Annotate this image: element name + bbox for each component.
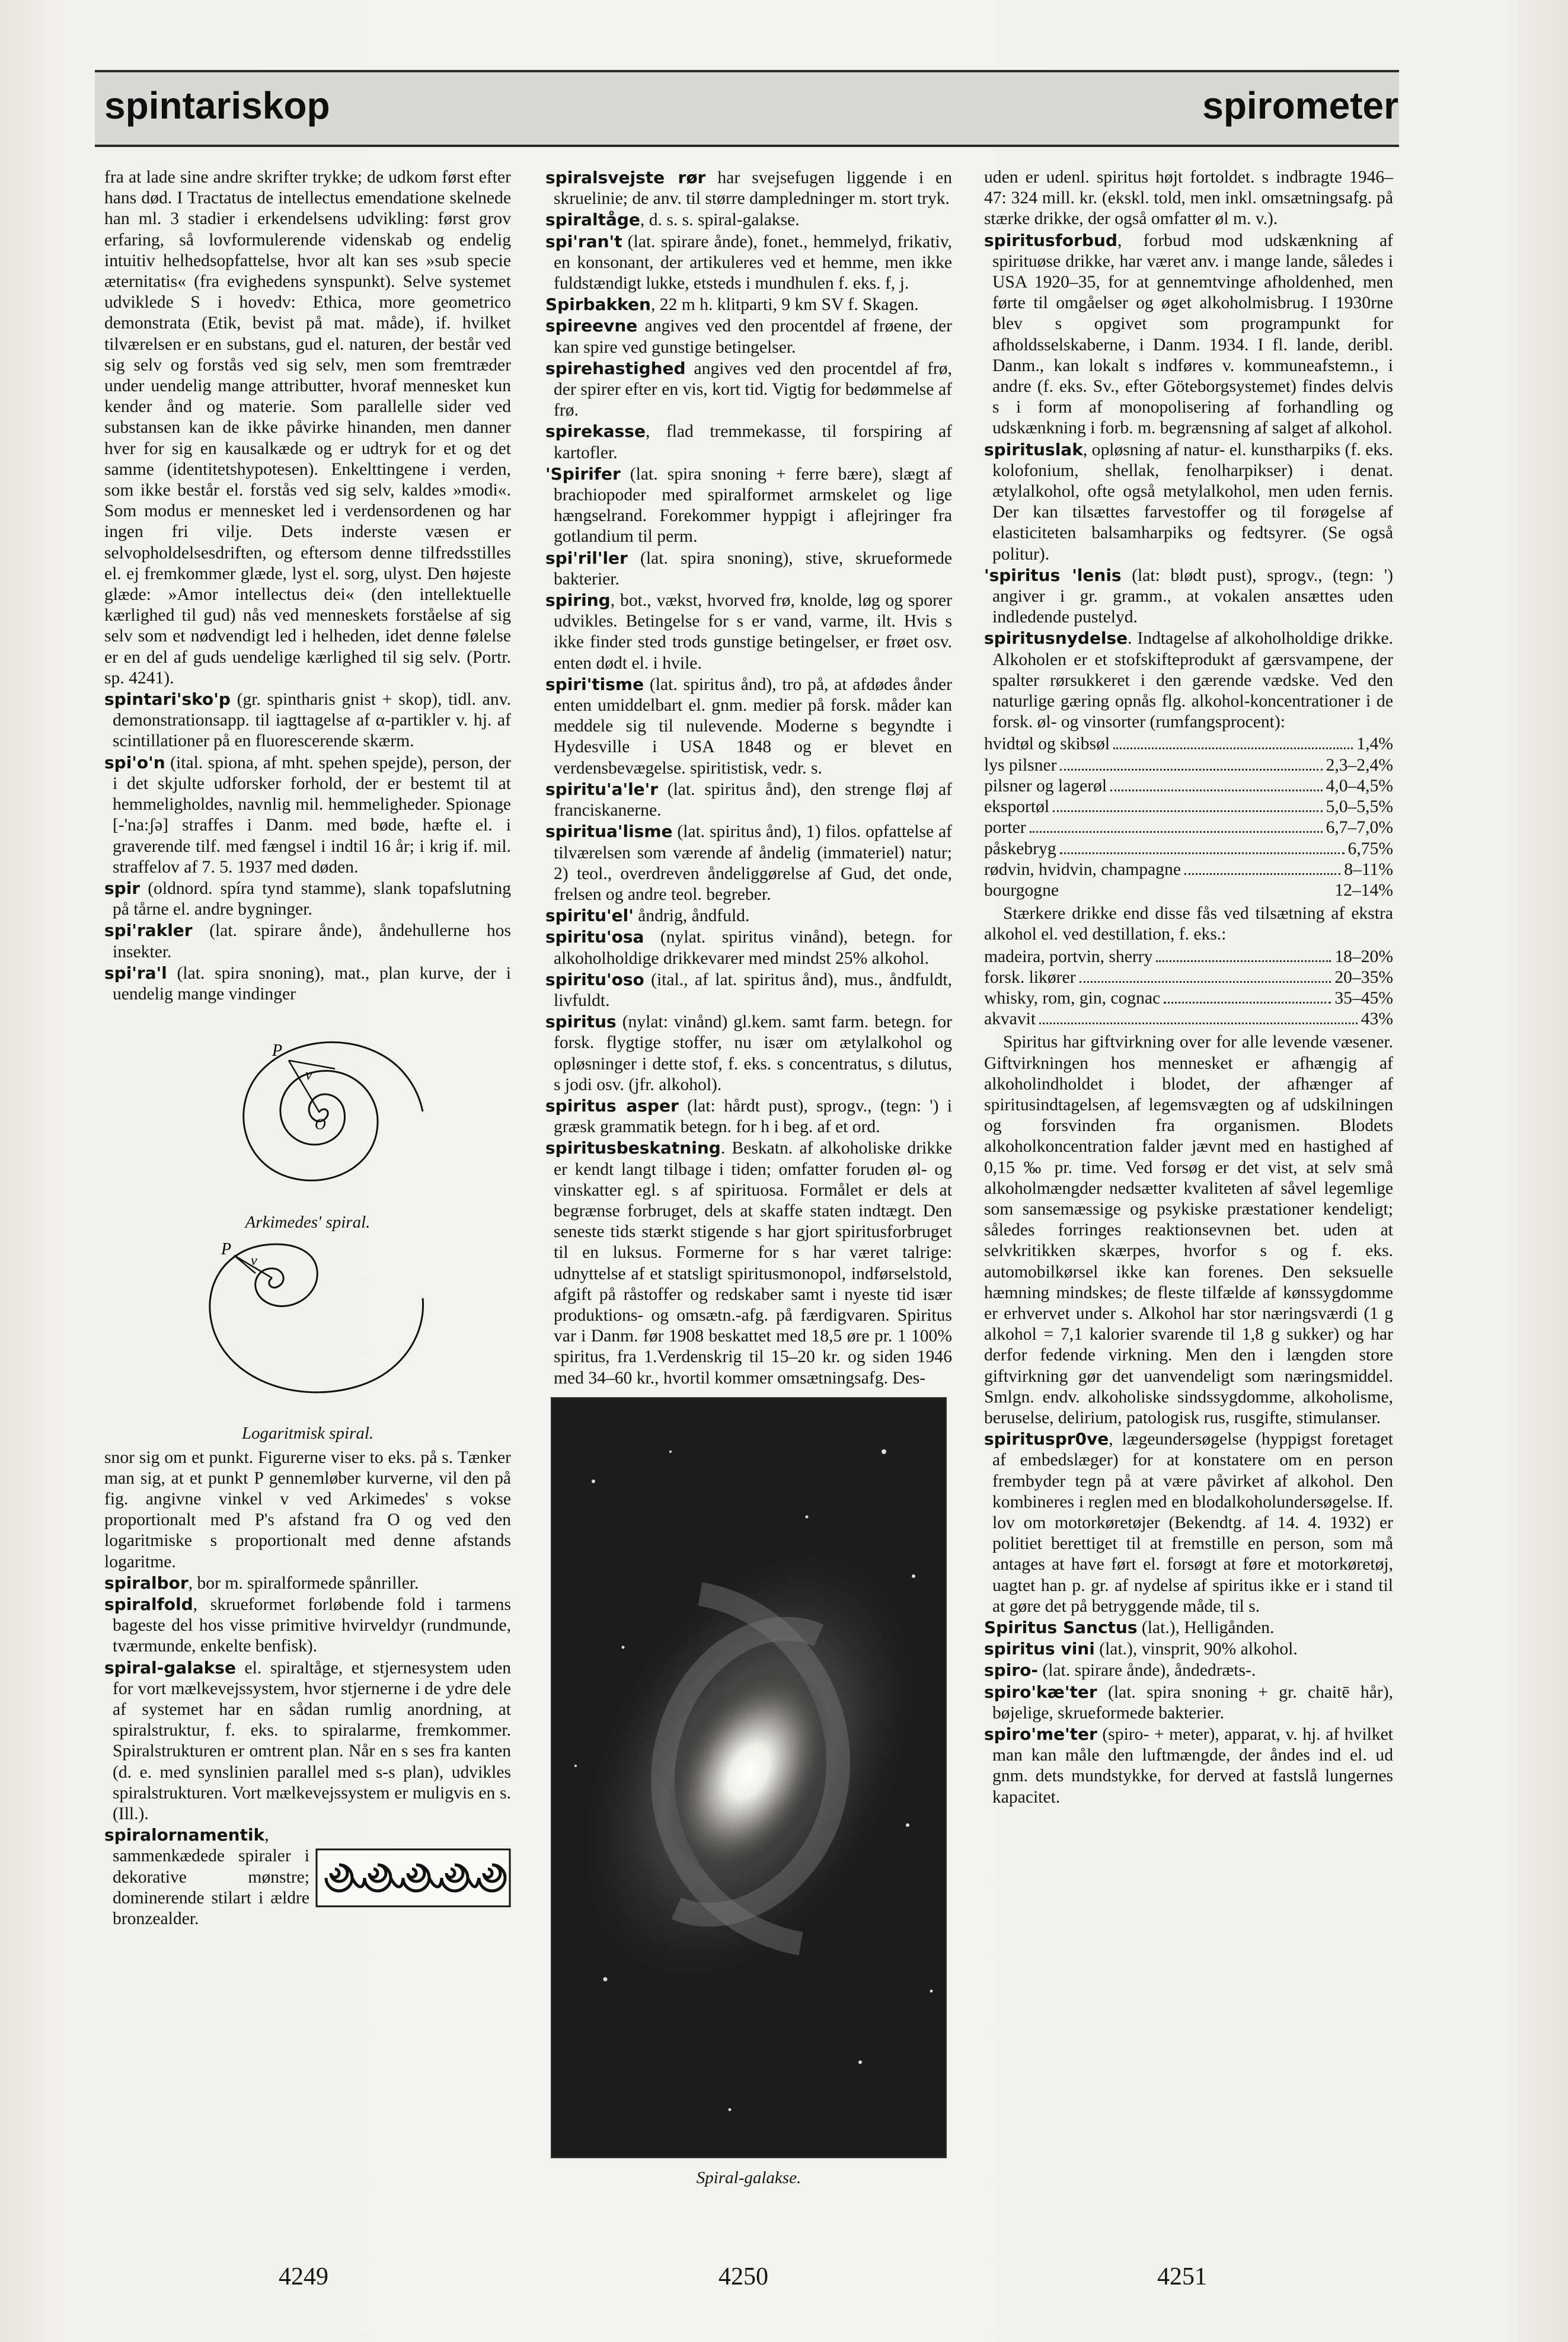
- entry-text: (lat. spiritus ånd), den strenge fløj af franciskanerne.: [554, 779, 952, 820]
- headword: spiritu'osa: [545, 927, 644, 947]
- entry: [545, 590, 952, 674]
- headword: Spiritus Sanctus: [984, 1618, 1138, 1638]
- headword: spiralbor: [104, 1573, 189, 1593]
- entry: [545, 1138, 952, 1388]
- headword: spiritu'el': [545, 906, 634, 926]
- headword: Spirbakken: [545, 295, 651, 315]
- headword: spiritua'lisme: [545, 822, 673, 842]
- entry-text: , bor m. spiralformede spånriller.: [188, 1573, 419, 1593]
- entry-text: (spiro- + meter), apparat, v. hj. af hvilket man kan måle den luftmængde, der åndes ind el. ud gnm. dets mundstykke, for derved at fastslå lungernes kapacitet.: [992, 1725, 1393, 1807]
- headword: spiritus vini: [984, 1639, 1095, 1659]
- entry: [104, 1825, 309, 1929]
- entry-text: , opløsning af natur- el. kunstharpiks (f. eks. kolofonium, shellak, fenolharpikser) i denat. ætylalkohol, ofte også metylalkohol, men uden fernis. Der kan tilsættes farvestoffer og til forøgelse af elasticiteten balsamharpiks og fedtsyrer. (Se også politur).: [992, 440, 1393, 564]
- entry: [104, 878, 511, 920]
- galaxy-figure: [545, 1397, 952, 2188]
- caption-galakse: Spiral-galakse.: [696, 2168, 801, 2187]
- headword: spiritus: [545, 1012, 617, 1032]
- label-p: P: [221, 1240, 232, 1259]
- entry: [984, 565, 1393, 628]
- entry: [545, 231, 952, 295]
- entry: [545, 315, 952, 357]
- entry: [104, 1657, 511, 1825]
- column-1: [104, 167, 511, 1929]
- radius-line: [289, 1060, 320, 1113]
- entry: [545, 167, 952, 209]
- entry-text: . Beskatn. af alkoholiske drikke er kendt langt tilbage i tiden; omfatter foruden øl- og vinskatter egl. s af spirituosa. Formålet er dels at begrænse forbruget, dels at skaffe staten indtægt. Den seneste tids stærkt stigende s har gjort spiritusforbruget til en luksus. Formerne for s har været talrige: udnyttelse af et statsligt spiritusmonopol, indførselstold, afgift på råstoffer og redskaber samt i nyeste tid især produktions- og omsætn.-afg. på færdigvaren. Spiritus var i Danm. før 1908 beskattet med 18,5 øre pr. 1 100% spiritus, fra 1.Verdenskrig til 15–20 kr. og siden 1946 med 34–60 kr., hvortil kommer omsætningsafg. Des-: [554, 1139, 952, 1388]
- entry-text: , 22 m h. klitparti, 9 km SV f. Skagen.: [650, 295, 919, 315]
- headword: spiritusbeskatning: [545, 1138, 721, 1158]
- entry-text: åndrig, åndfuld.: [633, 906, 750, 926]
- table-row: pilsner og lagerøl 4,0–4,5%: [984, 776, 1393, 795]
- table-row: hvidtøl og skibsøl 1,4%: [984, 734, 1393, 754]
- headword: spiri'tisme: [545, 674, 644, 694]
- caption-arkimedes: Arkimedes' spiral.: [245, 1213, 371, 1232]
- entry-text: (nylat. spiritus vinånd), betegn. for alkoholholdige drikkevarer med mindst 25% alkohol.: [554, 928, 952, 968]
- label-o: O: [315, 1116, 326, 1133]
- table-row: lys pilsner 2,3–2,4%: [984, 755, 1393, 775]
- entry-text: , d. s. s. spiral-galakse.: [640, 210, 800, 230]
- entry: [104, 1594, 511, 1657]
- entry: [984, 1724, 1393, 1808]
- table-row: rødvin, hvidvin, champagne 8–11%: [984, 860, 1393, 879]
- entry-text: (lat: blødt pust), sprogv., (tegn: ') angiver i gr. gramm., at vokalen ansættes uden indledende pustelyd.: [992, 565, 1393, 627]
- headword: spirehastighed: [545, 358, 686, 378]
- headword: spiral-galakse: [104, 1657, 236, 1678]
- entry: [104, 752, 511, 878]
- entry-text: Spiritus har giftvirkning over for alle levende væsener. Giftvirkningen hos mennesket er afhængig af alkoholindholdet i blodet, der afhænger af spiritusindtagelsen, af legemsvægten og af udskilningen og forsvinden fra organismen. Blodets alkoholkoncentration falder jævnt med en hastighed af 0,15 ‰ pr. time. Ved forsøg er det vist, at selv små alkoholmængder nedsætter kvaliteten af såvel legemlige som sansemæssige og psykiske præstationer kendeligt; således forringes reaktionsevnen bet. uden at selvkritikken skærpes, hvorfor s og f. eks. automobilkørsel ikke kan forenes. Den seksuelle hæmning mindskes; de fleste tilfælde af kønssygdomme er erhvervet under s. Alkohol har stor næringsværdi (1 g alkohol = 7,1 kalorier svarende til 1,8 g sukker) og har derfor fedende virkning. Men den i længden store giftvirkning gør det uanvendeligt som næringsmiddel. Smlgn. endv. alkoholiske sindssygdomme, alkoholisme, beruselse, delirium, patologisk rus, rusgifte, stimulanser.: [984, 1033, 1393, 1427]
- entry-text: , skrueformet forløbende fold i tarmens bageste del hos visse primitive hvirveldyr (rundmunde, tværmunde, enkelte benfisk).: [113, 1595, 511, 1656]
- entry: [545, 821, 952, 905]
- entry: [984, 1660, 1393, 1681]
- headword: 'spiritus 'lenis: [984, 565, 1122, 585]
- entry-text: (lat.), Helligånden.: [1137, 1618, 1275, 1638]
- entry-text: (oldnord. spíra tynd stamme), slank topafslutning på tårne el. andre bygninger.: [113, 878, 511, 919]
- spiral-curve: [244, 1042, 423, 1180]
- entry-text: (lat. spira snoning), mat., plan kurve, der i uendelig mange vindinger: [113, 963, 511, 1004]
- spiral-ornament-illustration: [315, 1848, 511, 1908]
- headword: spi'ril'ler: [545, 548, 628, 568]
- entry-text: (lat. spiritus ånd), tro på, at afdødes ånder enten umiddelbart el. gnm. medier på forsk. måder kan meddele sig til nulevende. Moderne s begyndte i Hydesville i USA 1848 og er blevet en verdensbevægelse. spiritistisk, vedr. s.: [554, 675, 952, 778]
- headword: spi'ra'l: [104, 963, 167, 983]
- running-head-right: spirometer: [1202, 84, 1398, 127]
- alcohol-table-spirits: [984, 947, 1393, 1030]
- headword: spiralfold: [104, 1594, 193, 1614]
- entry-text: (lat. spiritus ånd), 1) filos. opfattelse af tilværelsen som værende af åndelig (immateriel) natur; 2) teol., overdreven åndeliggørelse af Gud, det onde, frelsen og andre teol. begreber.: [554, 822, 952, 904]
- entry-text: , bot., vækst, hvorved frø, knolde, løg og sporer udvikles. Betingelse for s er vand, varme, ilt. Hvis s ikke finder sted trods gunstige betingelser, er frøet osv. enten dødt el. i hvile.: [554, 591, 952, 673]
- entry-text: (lat. spira snoning), stive, skrueformede bakterier.: [554, 548, 952, 589]
- entry: [984, 1682, 1393, 1724]
- archimedes-spiral-diagram: [183, 1011, 432, 1206]
- spiral-ornament-entry: [104, 1825, 511, 1929]
- entry: [545, 779, 952, 821]
- entry-text: (lat: hårdt pust), sprogv., (tegn: ') i græsk grammatik betegn. for h i beg. af et ord.: [554, 1096, 952, 1137]
- table-row: bourgogne 12–14%: [984, 880, 1393, 900]
- entry-text: , flad tremmekasse, til forspiring af kartofler.: [554, 422, 952, 462]
- page-number: 4251: [1157, 2263, 1207, 2290]
- alcohol-table-beer-wine: [984, 734, 1393, 901]
- archimedes-spiral-figure: [104, 1011, 511, 1233]
- table-row: madeira, portvin, sherry 18–20%: [984, 947, 1393, 966]
- entry-text: el. spiraltåge, et stjernesystem uden for vort mælkevejssystem, hvor stjernerne i de ydre dele af systemet har en sådan rumlig anordning, at spiralstruktur, f. eks. to spiralarme, fremkommer. Spiralstrukturen er omtrent plan. Når en s ses fra kanten (d. e. med synslinien parallel med s-s plan), udvikles spiralstrukturen. Vort mælkevejssystem er muligvis en s. (Ill.).: [113, 1658, 511, 1823]
- entry: [104, 963, 511, 1005]
- entry-text: (lat. spirare ånde), åndedræts-.: [1037, 1661, 1256, 1680]
- headword: spiritusnydelse: [984, 628, 1128, 648]
- entry-text: , lægeundersøgelse (hyppigst foretaget af embedslæger) for at konstatere om en person frembyder tegn på at være påvirket af alkohol. Den kombineres i reglen med en blodalkoholundersøgelse. If. lov om motorkøretøjer (Bekendtg. af 14. 4. 1932) er politiet berettiget til at fremstille en person, som må antages at have ført el. forsøgt at føre et motorkøretøj, uagtet han p. gr. af nydelse af spiritus ikke er i stand til at gøre det på betryggende måde, til s.: [992, 1430, 1393, 1616]
- entry: [545, 548, 952, 590]
- entry-text: (gr. spintharis gnist + skop), tidl. anv. demonstrationsapp. til iagttagelse af α-partikler v. hj. af scintillationer på en fluorescerende skærm.: [113, 690, 511, 751]
- entry: [984, 230, 1393, 439]
- headword: spirituslak: [984, 439, 1083, 459]
- headword: spiring: [545, 590, 611, 611]
- entry-text: angives ved den procentdel af frø, der spirer efter en vis, kort tid. Vigtig for bedømmelse af frø.: [554, 359, 952, 420]
- headword: spi'rakler: [104, 921, 193, 941]
- entry: [984, 1429, 1393, 1617]
- entry: [984, 1617, 1393, 1638]
- headword: spiritu'oso: [545, 969, 644, 989]
- entry-text: (lat. spira snoning + gr. chaitē hår), bøjelige, skrueformede bakterier.: [992, 1682, 1393, 1723]
- table-row: eksportøl 5,0–5,5%: [984, 797, 1393, 817]
- entry: [545, 1095, 952, 1138]
- running-head-left: spintariskop: [104, 84, 330, 127]
- entry-text: . Indtagelse af alkoholholdige drikke. Alkoholen er et stofskifteprodukt af gærsvampene, der spalter rørsukkeret i den gærende vædske. Ved den naturlige gæring opnås flg. alkohol-koncentrationer i de forsk. øl- og vinsorter (rumfangsprocent):: [992, 629, 1393, 732]
- entry: [545, 1011, 952, 1095]
- column-2: [545, 167, 952, 2188]
- entry: [104, 1573, 511, 1594]
- entry: [984, 628, 1393, 733]
- entry: [545, 969, 952, 1011]
- entry-text: (ital., af lat. spiritus ånd), mus., åndfuldt, livfuldt.: [554, 970, 952, 1010]
- entry-text: (ital. spiona, af mht. spehen spejde), person, der i det skjulte udforsker forhold, der er bestemt til at hemmeligholdes, navnlig mil. hemmeligheder. Spionage [-'na:ʃə] straffes i Danm. med bøde, hæfte el. i graverende tilf. med fængsel i indtil 16 år; i krig if. mil. straffelov af 7. 5. 1937 med døden.: [113, 753, 511, 877]
- entry: [545, 358, 952, 421]
- entry: [545, 209, 952, 231]
- entry: [104, 689, 511, 752]
- page-number: 4250: [718, 2263, 768, 2290]
- headword: 'Spirifer: [545, 464, 621, 484]
- entry: [984, 439, 1393, 565]
- label-p: P: [272, 1041, 283, 1060]
- logarithmic-spiral-figure: [104, 1239, 511, 1443]
- table-row: akvavit 43%: [984, 1009, 1393, 1029]
- headword: spirekasse: [545, 421, 646, 442]
- headword: spiraltåge: [545, 210, 640, 230]
- entry-text: fra at lade sine andre skrifter trykke; de udkom først efter hans død. I Tractatus de intellectus emendatione skelnede han ml. 3 stadier i erkendelsens udvikling: først grov erfaring, så lovformulerende videnskab og endelig intuitiv helhedsopfattelse, hvor alt kan ses »sub specie æternitatis« (fra evighedens synspunkt). Selve systemet udviklede S i hovedv: Ethica, more geometrico demonstrata (Etik, bevist på mat. måde), if. hvilket tilværelsen er en substans, gud el. naturen, der består ved sig selv og forstås ved sig selv, men som fremtræder under uendelig mange attributter, hvoraf mennesket kun kender ånd og materie. Som parallelle sider ved substansen kan de ikke påvirke hinanden, men danner hver for sig en kausalkæde og er udtryk for et og det samme (identitetshypotesen). Enkelttingene i verden, som ikke består el. forstås ved sig selv, kaldes »modi«. Som modus er mennesket led i verdensordenen og har ingen fri vilje. Dets inderste væsen er selvopholdelsesdriften, og eftersom denne tilfredsstilles el. ej fremkommer glæde, lyst el. sorg, ulyst. Den højeste glæde: »Amor intellectus dei« (den intellektuelle kærlighed til gud) nås ved menneskets forståelse af sig selv som et nødvendigt led i helheden, idet denne følelse er en del af guds uendelige kærlighed til sig selv. (Portr. sp. 4241).: [104, 168, 511, 688]
- headword: spiro'me'ter: [984, 1724, 1097, 1744]
- entry: [545, 926, 952, 969]
- table-row: whisky, rom, gin, cognac 35–45%: [984, 988, 1393, 1008]
- entry: [545, 294, 952, 315]
- entry-text: (lat. spira snoning + ferre bære), slægt af brachiopoder med spiralformet armskelet og lige hængselrand. Forekommer hyppigt i aflejringer fra gotlandium til perm.: [554, 464, 952, 547]
- headword: spi'o'n: [104, 752, 165, 772]
- caption-logaritmisk: Logaritmisk spiral.: [241, 1423, 374, 1443]
- table-row: forsk. likører 20–35%: [984, 967, 1393, 987]
- entry-text: (lat. spirare ånde), fonet., hemmelyd, frikativ, en konsonant, der artikuleres ved et hemme, men ikke fuldstændigt lukke, etsteds i mundhulen f. eks. f, j.: [554, 232, 952, 293]
- headword: spiritusforbud: [984, 230, 1117, 250]
- table-row: påskebryg 6,75%: [984, 839, 1393, 858]
- entry-text: uden er udenl. spiritus højt fortoldet. s indbragte 1946–47: 324 mill. kr. (ekskl. told, men inkl. omsætningsafg. på stærke drikke, der også omfatter øl m. v.).: [984, 168, 1393, 229]
- headword: spiro-: [984, 1660, 1038, 1680]
- entry-text: , sammenkædede spiraler i dekorative mønstre; dominerende stilart i ældre bronzealder.: [113, 1826, 309, 1928]
- label-v: v: [305, 1066, 312, 1084]
- spiral-galaxy-photo: [551, 1397, 947, 2158]
- entry: [984, 1638, 1393, 1660]
- headword: spi'ran't: [545, 231, 622, 251]
- headword: spiritus asper: [545, 1095, 679, 1116]
- column-3: [984, 167, 1393, 1808]
- entry-text: , forbud mod udskænkning af spirituøse drikke, har været anv. i mange lande, således i USA 1920–35, for at gennemtvinge afholdenhed, men førte til omgåelser og øget alkoholmisbrug. I 1930rne blev s opgivet som programpunkt for afholdsselskaberne, i Danm. 1934. I fl. lande, deribl. Danm., kan lokalt s indføres v. kommuneafstemn., i andre (f. eks. Sv., efter Göteborgsystemet) findes delvis s i form af monopolisering af forhandling og udskænkning i forb. m. begrænsning af salget af alkohol.: [992, 231, 1393, 438]
- headword: spiro'kæ'ter: [984, 1682, 1097, 1702]
- entry: [545, 421, 952, 463]
- entry-text: (lat. spirare ånde), åndehullerne hos insekter.: [113, 921, 511, 961]
- headword: spiritu'a'le'r: [545, 779, 659, 799]
- headword: spirituspr0ve: [984, 1429, 1109, 1449]
- entry: [104, 920, 511, 962]
- entry: [545, 464, 952, 548]
- entry: [545, 905, 952, 926]
- label-v: v: [251, 1253, 257, 1269]
- headword: spiralornamentik: [104, 1825, 265, 1845]
- table-row: porter 6,7–7,0%: [984, 818, 1393, 838]
- page-number: 4249: [279, 2263, 328, 2290]
- headword: spir: [104, 878, 140, 898]
- entry: [545, 674, 952, 779]
- headword: spireevne: [545, 316, 638, 336]
- entry-text: (nylat: vinånd) gl.kem. samt farm. betegn. for forsk. flygtige stoffer, nu især om ætylalkohol og opløsninger i dette stof, f. eks. s concentratus, s dilutus, s jodi osv. (jfr. alkohol).: [554, 1012, 952, 1094]
- spiral-curve: [210, 1244, 423, 1392]
- headword: spintari'sko'p: [104, 689, 231, 710]
- entry-text: snor sig om et punkt. Figurerne viser to eks. på s. Tænker man sig, at et punkt P gennemløber kurverne, vil den på fig. angivne vinkel v ved Arkimedes' s vokse proportionalt med P's afstand fra O og ved den logaritmiske s proportionalt med denne afstands logaritme.: [104, 1448, 511, 1571]
- entry-text: angives ved den procentdel af frøene, der kan spire ved gunstige betingelser.: [554, 317, 952, 357]
- entry-text: Stærkere drikke end disse fås ved tilsætning af ekstra alkohol el. ved destillation, f. eks.:: [984, 904, 1393, 944]
- headword: spiralsvejste rør: [545, 168, 706, 187]
- logarithmic-spiral-diagram: [177, 1239, 438, 1417]
- entry-text: (lat.), vinsprit, 90% alkohol.: [1094, 1640, 1298, 1659]
- entry-text: har svejsefugen liggende i en skruelinie; de anv. til større dampledninger m. stort tryk.: [554, 168, 952, 209]
